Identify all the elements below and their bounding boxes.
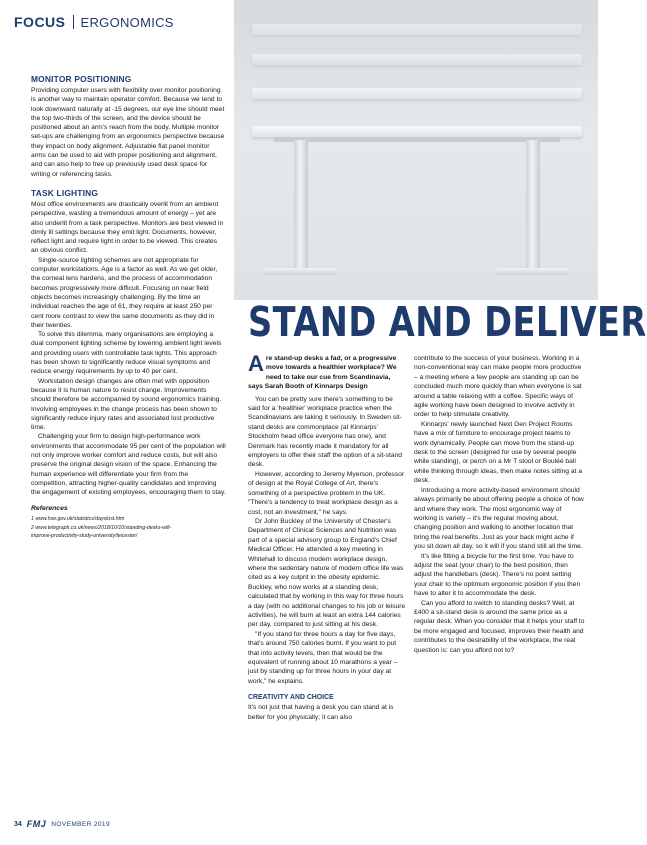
page-footer (14, 819, 110, 829)
section-name: ERGONOMICS (80, 14, 174, 30)
body-paragraph: "If you stand for three hours a day for five days, that's around 750 calories burnt. If you want to put that into activity levels, then that would be the equivalent of running about 10 marathons a year – just by standing up for three hours in your day at work," he explains. (248, 630, 398, 685)
section-label: FOCUS (14, 14, 66, 30)
page-number: 34 (14, 820, 22, 828)
task-paragraph: Challenging your firm to design high-performance work environments that accommodate 95 per cent of the population will not only improve worker comfort and reduce costs, but will also preserve the original design vision of the space. Enhancing the human experience will differentiate your firm from the competition, attracting higher-quality candidates and improving the engagement of existing employees, encouraging them to stay. (31, 433, 226, 497)
desk-top (252, 126, 582, 137)
desk-foot (264, 268, 338, 275)
article-column-1 (248, 351, 406, 722)
reference-item: 1 www.hse.gov.uk/statistics/dayslost.htm (31, 516, 125, 523)
issue-date: NOVEMBER 2019 (51, 820, 110, 828)
body-paragraph: However, according to Jeremy Myerson, professor of design at the Royal College of Art, there's something of a perspective problem in the UK. "There's a tendency to treat workplace design as a cost, not an investment," he says. (248, 470, 405, 516)
reference-item: 2 www.telegraph.co.uk/news/2018/10/10/standing-desks-will- (31, 524, 172, 531)
article-column-2 (414, 354, 586, 655)
references-list (31, 515, 226, 541)
monitor-heading: MONITOR POSITIONING (31, 74, 132, 84)
article-intro (248, 351, 406, 392)
desk-foot (496, 268, 570, 275)
monitor-text: Providing computer users with flexibility over monitor positioning is another way to maintain operator comfort. Because we tend to look downward naturally at -15 degrees, our eye line should meet the top two-thirds of the screen, and the device should be positioned about an arm's reach from the body. Multiple monitor set-ups are challenging from an ergonomics perspective because they impact on body alignment. Adjustable flat panel monitor arms can be used to aid with proper positioning and alignment, and can also help to free up previously used desk space for writing or referencing tasks. (31, 87, 225, 178)
drop-cap: A (248, 351, 264, 376)
reference-item: improve-productivity-study-university/leicester/ (31, 533, 138, 540)
left-column (31, 74, 226, 541)
body-paragraph: Introducing a more activity-based environment should always primarily be about offering people a choice of how and where they work. The most ergonomic way of working is variety – it's the regular moving about, changing position and walking to another location that bring the real benefits. Just as your back might ache if you sit down all day, so it will if you stand still all the time. (414, 486, 584, 551)
references-heading: References (31, 505, 68, 513)
body-paragraph: Dr John Buckley of the University of Chester's Department of Clinical Sciences and Nutrition was part of a special advisory group to England's Chief Medical Officer. He attended a key meeting in Whitehall to discuss modern workplace design, where the sedentary nature of modern office life was cited as a key culprit in the obesity epidemic. Buckley, who now works at a standing desk, calculated that by working in this way for three hours a day (with no additional changes to his job or leisure activities), he will burn at least an extra 144 calories per day, compared to just sitting at his desk. (248, 517, 406, 629)
intro-text: re stand-up desks a fad, or a progressive move towards a healthier workplace? We need to take our cue from Scandinavia, says Sarah Booth of Kinnarps Design (248, 355, 397, 391)
task-paragraph: Workstation design changes are often met with opposition because it is human nature to resist change. Improvements should therefore be accompanied by sound ergonomics training. Involving employees in the change process has been shown to significantly reduce injury rates and associated lost productive time. (31, 377, 222, 432)
article-title: STAND AND DELIVER (248, 298, 647, 346)
body-paragraph: Can you afford to switch to standing desks? Well, at £400 a sit-stand desk is around the same price as a regular desk. When you consider that it helps your staff to be more engaged and focused, improves their health and contributes to the desirability of the workplace, the real question is: can you afford not to? (414, 599, 585, 654)
task-paragraph: To solve this dilemma, many organisations are employing a dual component lighting scheme by lowering ambient light levels and providing users with controllable task lights. This approach has been shown to significantly reduce visual symptoms and reduce energy requirements by up to 40 per cent. (31, 331, 222, 376)
desk-frame (274, 137, 560, 142)
body-paragraph: It's not just that having a desk you can stand at is better for you physically; it can also (248, 704, 394, 721)
desk-top-ghost (252, 54, 582, 65)
desk-top-ghost (252, 88, 582, 99)
standing-desk-photo (234, 0, 598, 300)
task-heading: TASK LIGHTING (31, 187, 99, 198)
task-paragraph: Most office environments are drastically overlit from an ambient perspective, wasting a tremendous amount of energy – yet are also underlit from a task perspective. Monitors are best viewed in dimly lit settings because they emit light. Documents, however, reflect light and require light in order to be viewed. This creates an obvious conflict. (31, 200, 224, 255)
body-paragraph: You can be pretty sure there's something to be said for a 'healthier' workplace practice when the Scandinavians are taking it seriously. In Sweden sit-stand desks are commonplace (at Kinnarps' Stockholm head office everyone has one), and Denmark has recently made it mandatory for all employers to offer their staff the option of a sit-stand desk. (248, 395, 403, 469)
running-header (14, 12, 174, 32)
body-paragraph: Kinnarps' newly launched Next Gen Project Rooms have a mix of furniture to encourage project teams to work dynamically. People can move from the stand-up desk to the screen (designed for use by several people while standing), or perch on a Mr T stool or Bouléé ball while thinking through ideas, then make notes sitting at a desk. (414, 420, 583, 485)
body-paragraph: contribute to the success of your business. Working in a non-conventional way can make people more productive – a meeting where a few people are standing up can be concluded much more quickly than when everyone is sat around a table relaxing with a coffee. Specific ways of agile working have been designed to involve activity in order to help stimulate creativity. (414, 355, 582, 419)
subheading: CREATIVITY AND CHOICE (248, 694, 334, 702)
task-paragraph: Single-source lighting schemes are not appropriate for computer workstations. Age is a factor as well. As we get older, the corneal lens hardens, and the process of accommodation becomes progressively more difficult. Focusing on near field objects becomes increasingly challenging. By the time an individual reaches the age of 61, they require at least 250 per cent more contrast to view the same documents as they did in their twenties. (31, 256, 218, 329)
body-paragraph: It's like fitting a bicycle for the first time. You have to adjust the seat (your chair) to the best position, then adjust the handlebars (desk). There's no point setting your chair to the optimum ergonomic position if you then have to alter it to accommodate the desk. (414, 552, 581, 598)
desk-leg (526, 140, 540, 268)
desk-leg (294, 140, 308, 268)
desk-top-ghost (252, 24, 582, 35)
magazine-logo: FMJ (26, 819, 47, 829)
header-divider (73, 15, 74, 29)
